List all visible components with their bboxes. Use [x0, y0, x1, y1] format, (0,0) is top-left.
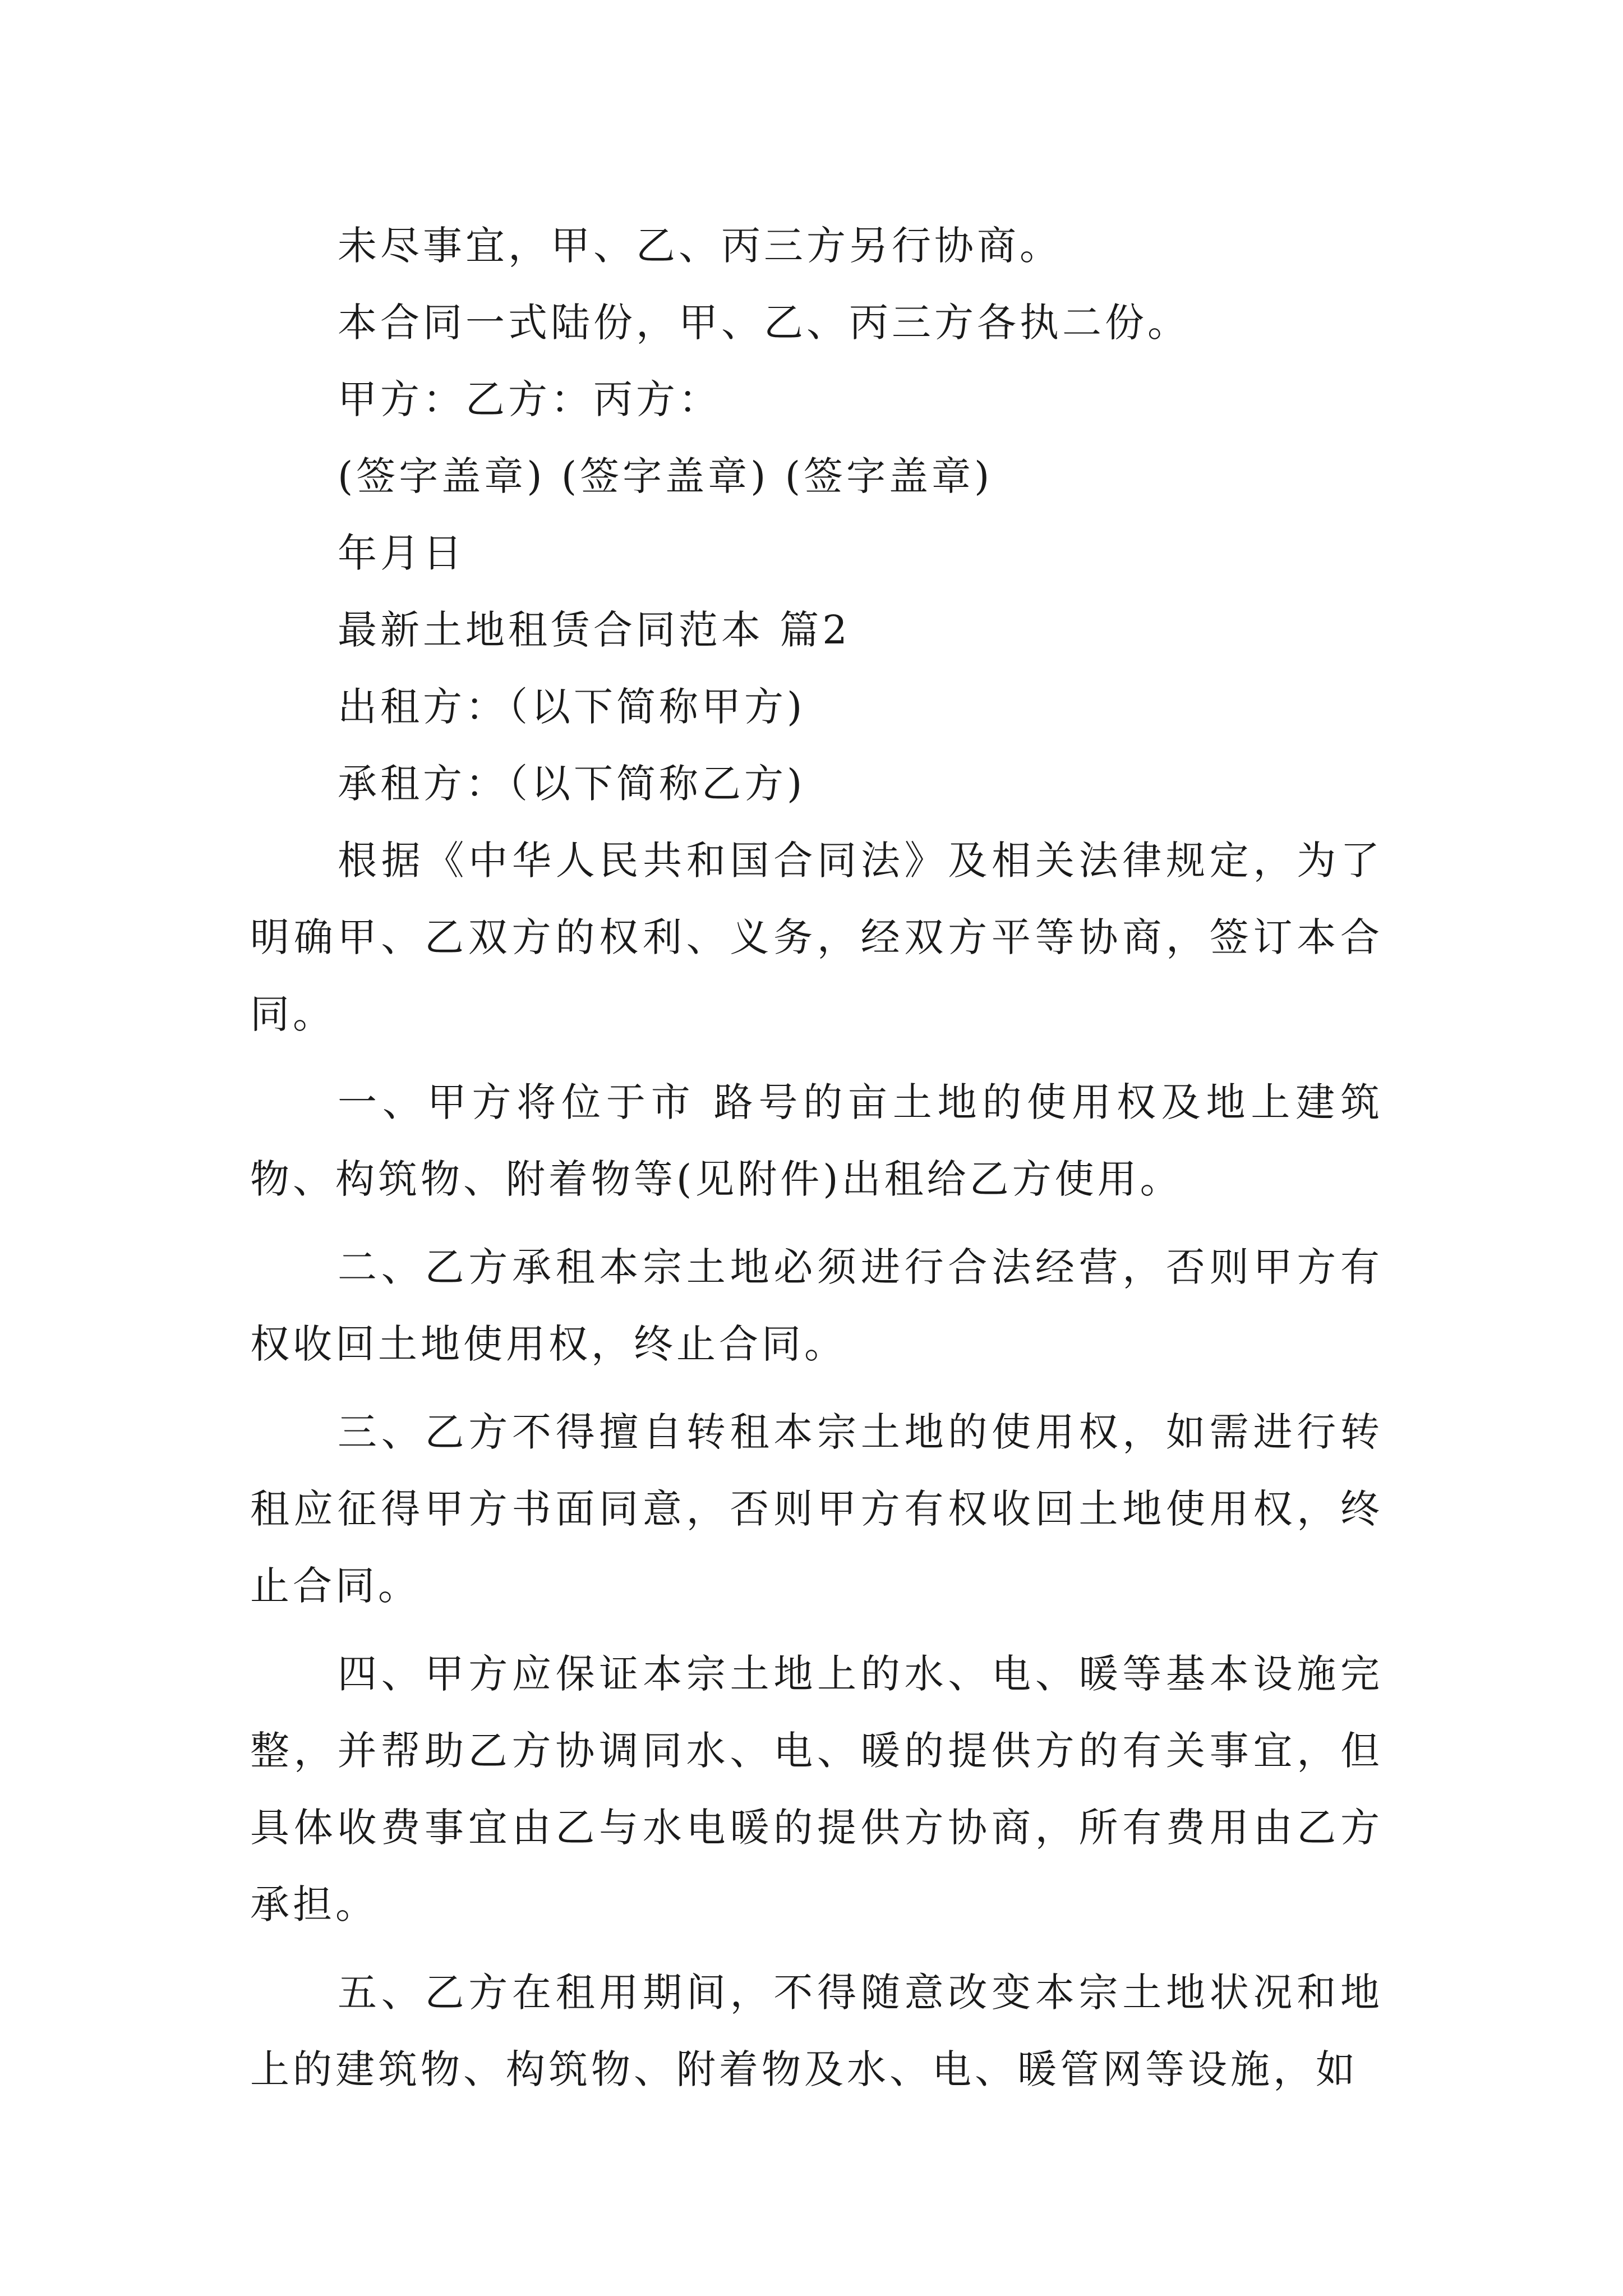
lessee-line: 承租方：（以下简称乙方) [338, 761, 806, 807]
section-title: 最新土地租赁合同范本 篇2 [338, 607, 851, 653]
clause-copies: 本合同一式陆份，甲、乙、丙三方各执二份。 [338, 300, 1190, 346]
signature-seal-labels: (签字盖章) (签字盖章) (签字盖章) [338, 453, 993, 499]
clause-unresolved-matters: 未尽事宜，甲、乙、丙三方另行协商。 [338, 223, 1062, 269]
clause-3-paragraph: 三、乙方不得擅自转租本宗土地的使用权，如需进行转租应征得甲方书面同意，否则甲方有权收回土地使用权，终止合同。 [250, 1409, 1383, 1609]
preamble-paragraph: 根据《中华人民共和国合同法》及相关法律规定，为了明确甲、乙双方的权利、义务，经双方平等协商，签订本合同。 [250, 838, 1383, 1037]
clause-1-paragraph: 一、甲方将位于市 路号的亩土地的使用权及地上建筑物、构筑物、附着物等(见附件)出租给乙方使用。 [250, 1079, 1383, 1202]
clause-4-paragraph: 四、甲方应保证本宗土地上的水、电、暖等基本设施完整，并帮助乙方协调同水、电、暖的提供方的有关事宜，但具体收费事宜由乙与水电暖的提供方协商，所有费用由乙方承担。 [250, 1651, 1383, 1927]
clause-2-paragraph: 二、乙方承租本宗土地必须进行合法经营，否则甲方有权收回土地使用权，终止合同。 [250, 1244, 1383, 1367]
document-body [250, 208, 1383, 2108]
party-signature-labels: 甲方：乙方：丙方： [338, 376, 721, 422]
clause-5-paragraph: 五、乙方在租用期间，不得随意改变本宗土地状况和地上的建筑物、构筑物、附着物及水、电、暖管网等设施，如 [250, 1970, 1383, 2092]
date-line: 年月日 [338, 530, 465, 576]
lessor-line: 出租方：（以下简称甲方) [338, 684, 806, 730]
